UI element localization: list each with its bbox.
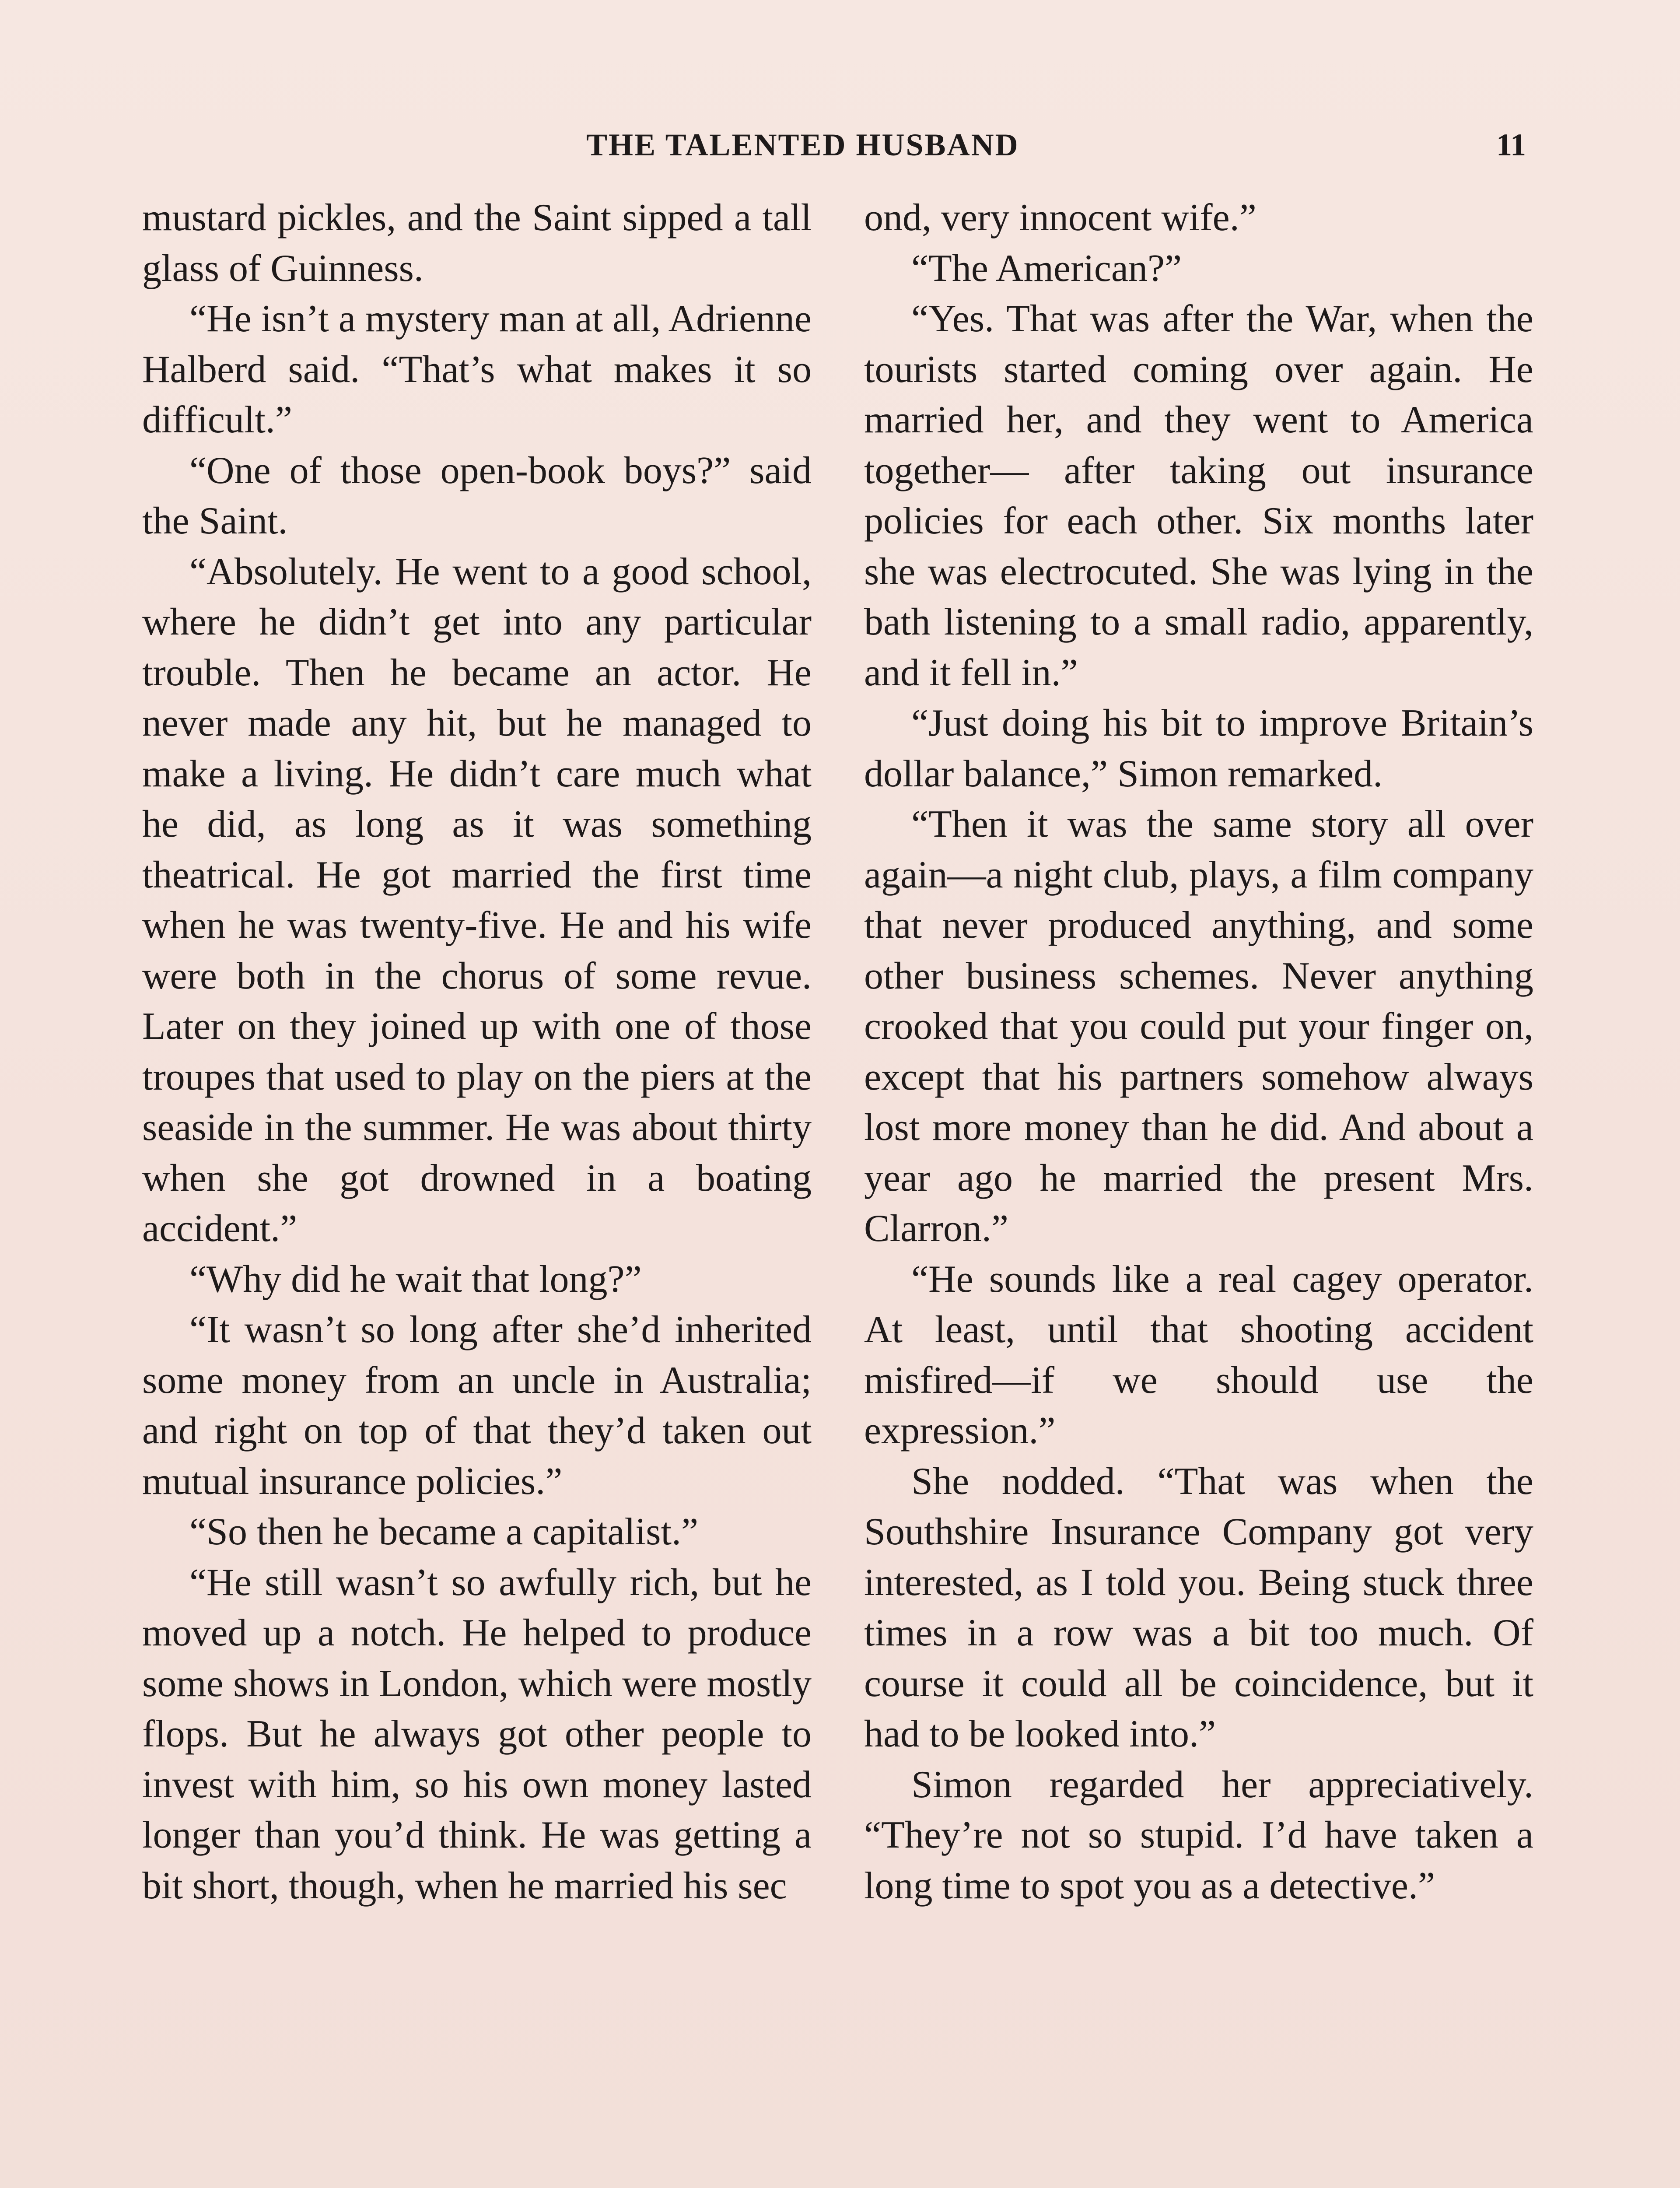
paragraph: She nodded. “That was when the Southshire Insurance Company got very interested, as I told you. Being stuck three times in a row was a bit too much. Of course it could all be coincidence, but it had to be looked into.”: [864, 1460, 1533, 1755]
paragraph: “So then he became a capitalist.”: [189, 1511, 699, 1553]
paragraph: “The American?”: [911, 247, 1182, 290]
running-title: THE TALENTED HUSBAND: [586, 127, 1019, 162]
paragraph: Simon regarded her appreciatively. “They’re not so stupid. I’d have taken a long time to spot you as a detective.”: [864, 1763, 1533, 1907]
paragraph: “He still wasn’t so awfully rich, but he moved up a notch. He helped to produce some shows in London, which were mostly flops. But he always got other people to invest with him, so his own money lasted longer than you’d think. He was getting a bit short, though, when he married his sec: [142, 1561, 812, 1907]
paragraph: “One of those open-book boys?” said the Saint.: [142, 449, 812, 542]
paragraph: ond, very innocent wife.”: [864, 196, 1256, 239]
paragraph: “He isn’t a mystery man at all, Adrienne Halberd said. “That’s what makes it so difficult.”: [142, 298, 812, 441]
paragraph: mustard pickles, and the Saint sipped a tall glass of Guinness.: [142, 196, 812, 290]
page-number: 11: [1496, 127, 1526, 162]
paragraph: “Yes. That was after the War, when the tourists started coming over again. He married her, and they went to America together— after taking out insurance policies for each other. Six months later she was electrocuted. She was lying in the bath listening to a small radio, apparently, and it fell in.”: [864, 298, 1533, 694]
paragraph: “It wasn’t so long after she’d inherited some money from an uncle in Australia; and right on top of that they’d taken out mutual insurance policies.”: [142, 1308, 812, 1503]
paragraph: “Just doing his bit to improve Britain’s dollar balance,” Simon remarked.: [864, 702, 1533, 795]
paragraph: “Why did he wait that long?”: [189, 1258, 642, 1301]
right-column: [864, 193, 1533, 1911]
paragraph: “Absolutely. He went to a good school, where he didn’t get into any particular trouble. Then he became an actor. He never made any hit, but he managed to make a living. He didn’t care much what he did, as long as it was something theatrical. He got married the first time when he was twenty-five. He and his wife were both in the chorus of some revue. Later on they joined up with one of those troupes that used to play on the piers at the seaside in the summer. He was about thirty when she got drowned in a boating accident.”: [142, 550, 812, 1250]
paragraph: “Then it was the same story all over again—a night club, plays, a film company that never produced anything, and some other business schemes. Never anything crooked that you could put your finger on, except that his partners somehow always lost more money than he did. And about a year ago he married the present Mrs. Clarron.”: [864, 803, 1533, 1250]
page-header: [0, 127, 1680, 175]
paragraph: “He sounds like a real cagey operator. At least, until that shooting accident misfired—if we should use the expression.”: [864, 1258, 1533, 1452]
left-column: [142, 193, 812, 1911]
